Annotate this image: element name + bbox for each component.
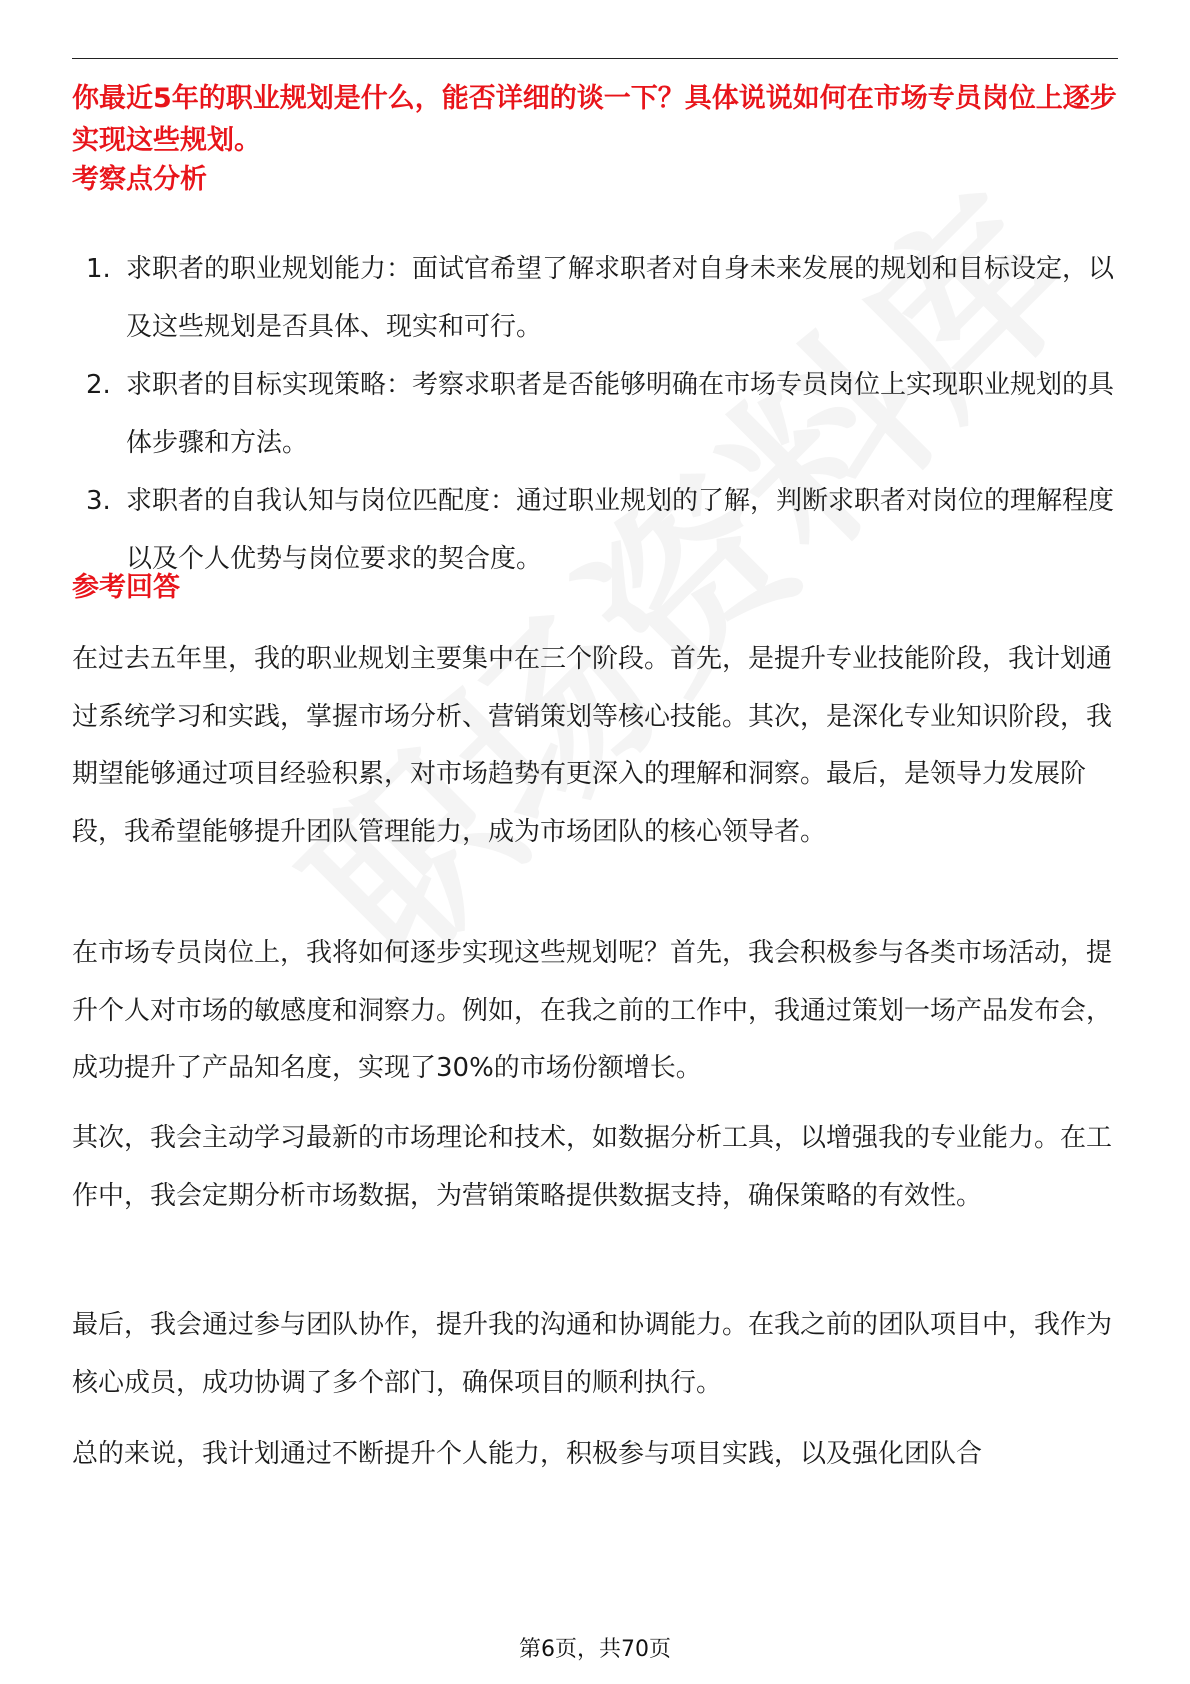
- list-item: [72, 356, 1122, 472]
- list-text: 求职者的职业规划能力：面试官希望了解求职者对自身未来发展的规划和目标设定，以及这些规划是否具体、现实和可行。: [126, 254, 1115, 342]
- header-rule: [72, 58, 1118, 59]
- answer-paragraph: 在市场专员岗位上，我将如何逐步实现这些规划呢？首先，我会积极参与各类市场活动，提升个人对市场的敏感度和洞察力。例如，在我之前的工作中，我通过策划一场产品发布会，成功提升了产品知名度，实现了30%的市场份额增长。: [72, 938, 1113, 1083]
- list-number: 3.: [86, 486, 111, 516]
- list-text: 求职者的目标实现策略：考察求职者是否能够明确在市场专员岗位上实现职业规划的具体步骤和方法。: [126, 370, 1115, 458]
- analysis-list: [72, 240, 1122, 588]
- answer-paragraph: 最后，我会通过参与团队协作，提升我的沟通和协调能力。在我之前的团队项目中，我作为核心成员，成功协调了多个部门，确保项目的顺利执行。: [72, 1310, 1113, 1398]
- answer-paragraph: 在过去五年里，我的职业规划主要集中在三个阶段。首先，是提升专业技能阶段，我计划通过系统学习和实践，掌握市场分析、营销策划等核心技能。其次，是深化专业知识阶段，我期望能够通过项目经验积累，对市场趋势有更深入的理解和洞察。最后，是领导力发展阶段，我希望能够提升团队管理能力，成为市场团队的核心领导者。: [72, 644, 1113, 847]
- answer-paragraph: 其次，我会主动学习最新的市场理论和技术，如数据分析工具，以增强我的专业能力。在工作中，我会定期分析市场数据，为营销策略提供数据支持，确保策略的有效性。: [72, 1123, 1113, 1211]
- list-text: 求职者的自我认知与岗位匹配度：通过职业规划的了解，判断求职者对岗位的理解程度以及个人优势与岗位要求的契合度。: [126, 486, 1115, 574]
- question-title: 你最近5年的职业规划是什么，能否详细的谈一下？具体说说如何在市场专员岗位上逐步实现这些规划。: [72, 83, 1117, 156]
- answer-paragraph: 总的来说，我计划通过不断提升个人能力，积极参与项目实践，以及强化团队合: [72, 1439, 983, 1469]
- list-number: 2.: [86, 370, 111, 400]
- page-number: 第6页，共70页: [519, 1637, 671, 1662]
- list-number: 1.: [86, 254, 111, 284]
- analysis-heading: 考察点分析: [72, 164, 207, 195]
- list-item: [72, 472, 1122, 588]
- list-item: [72, 240, 1122, 356]
- answer-heading: 参考回答: [72, 572, 180, 603]
